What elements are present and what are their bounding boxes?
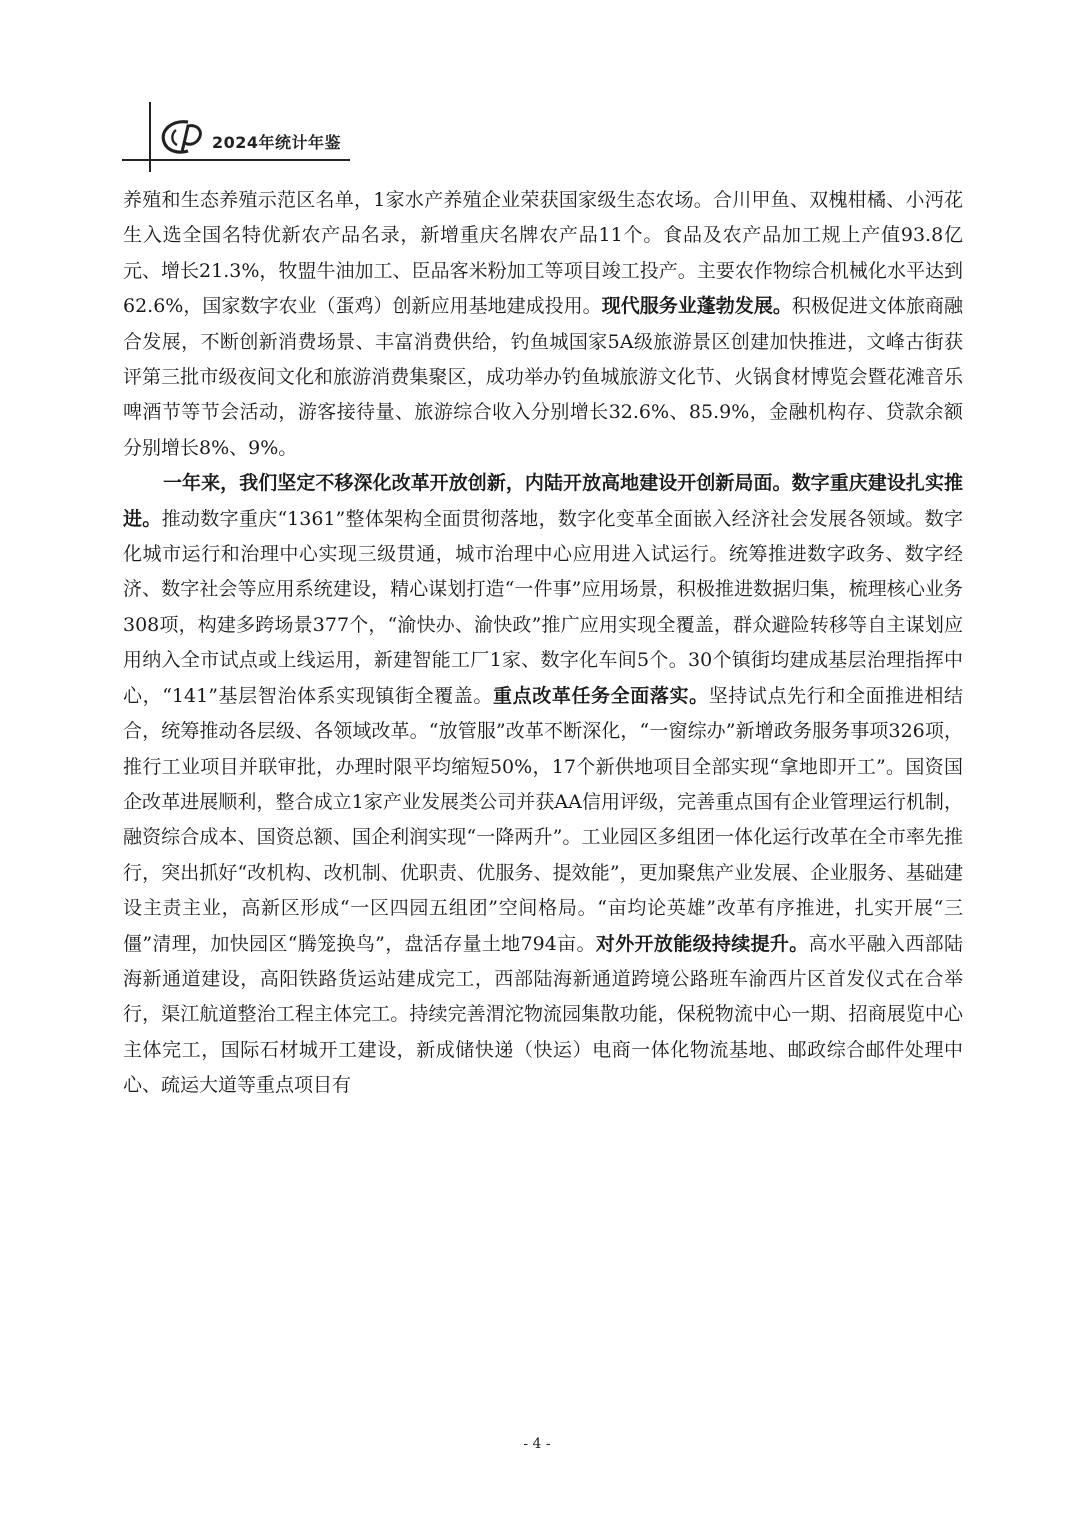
header-vertical-rule [149,102,151,172]
bold-heading-run: 重点改革任务全面落实。 [493,684,709,707]
paragraph [123,466,963,1103]
text-run: 养殖和生态养殖示范区名单，1家水产养殖企业荣获国家级生态农场。合川甲鱼、双槐柑橘、小沔花生入选全国名特优新农产品名录，新增重庆名牌农产品11个。食品及农产品加工规上产值93.8亿元、增长21.3%，牧盟牛油加工、臣品客米粉加工等项目竣工投产。主要农作物综合机械化水平达到62.6%，国家数字农业（蛋鸡）创新应用基地建成投用。 [123,189,963,318]
header-title: 2024年统计年鉴 [212,133,342,152]
bold-heading-run: 一年来，我们坚定不移深化改革开放创新，内陆开放高地建设开创新局面。数字重庆建设扎实推进。 [123,472,963,530]
page-number: - 4 - [523,1436,551,1452]
text-run: 高水平融入西部陆海新通道建设，高阳铁路货运站建成完工，西部陆海新通道跨境公路班车渝西片区首发仪式在合举行，渠江航道整治工程主体完工。持续完善渭沱物流园集散功能，保税物流中心一期、招商展览中心主体完工，国际石材城开工建设，新成储快递（快运）电商一体化物流基地、邮政综合邮件处理中心、疏运大道等重点项目有 [123,932,963,1097]
yearbook-logo-icon [158,118,206,156]
page-header [0,0,1074,170]
paragraph [123,183,963,466]
bold-heading-run: 对外开放能级持续提升。 [595,932,809,955]
text-run: 推动数字重庆“1361”整体架构全面贯彻落地，数字化变革全面嵌入经济社会发展各领域。数字化城市运行和治理中心实现三级贯通，城市治理中心应用进入试运行。统筹推进数字政务、数字经济、数字社会等应用系统建设，精心谋划打造“一件事”应用场景，积极推进数据归集，梳理核心业务308项，构建多跨场景377个，“渝快办、渝快政”推广应用实现全覆盖，群众避险转移等自主谋划应用纳入全市试点或上线运用，新建智能工厂1家、数字化车间5个。30个镇街均建成基层治理指挥中心，“141”基层智治体系实现镇街全覆盖。 [123,507,963,707]
bold-heading-run: 现代服务业蓬勃发展。 [601,295,792,318]
header-horizontal-rule [122,159,350,161]
text-run: 积极促进文体旅商融合发展，不断创新消费场景、丰富消费供给，钓鱼城国家5A级旅游景区创建加快推进，文峰古街获评第三批市级夜间文化和旅游消费集聚区，成功举办钓鱼城旅游文化节、火锅食材博览会暨花滩音乐啤酒节等节会活动，游客接待量、旅游综合收入分别增长32.6%、85.9%，金融机构存、贷款余额分别增长8%、9%。 [123,295,963,459]
text-run: 坚持试点先行和全面推进相结合，统筹推动各层级、各领域改革。“放管服”改革不断深化，“一窗综办”新增政务服务事项326项，推行工业项目并联审批，办理时限平均缩短50%，17个新供地项目全部实现“拿地即开工”。国资国企改革进展顺利，整合成立1家产业发展类公司并获AA信用评级，完善重点国有企业管理运行机制，融资综合成本、国资总额、国企利润实现“一降两升”。工业园区多组团一体化运行改革在全市率先推行，突出抓好“改机构、改机制、优职责、优服务、提效能”，更加聚焦产业发展、企业服务、基础建设主责主业，高新区形成“一区四园五组团”空间格局。“亩均论英雄”改革有序推进，扎实开展“三僵”清理，加快园区“腾笼换鸟”，盘活存量土地794亩。 [123,684,963,955]
document-body [123,183,963,1104]
